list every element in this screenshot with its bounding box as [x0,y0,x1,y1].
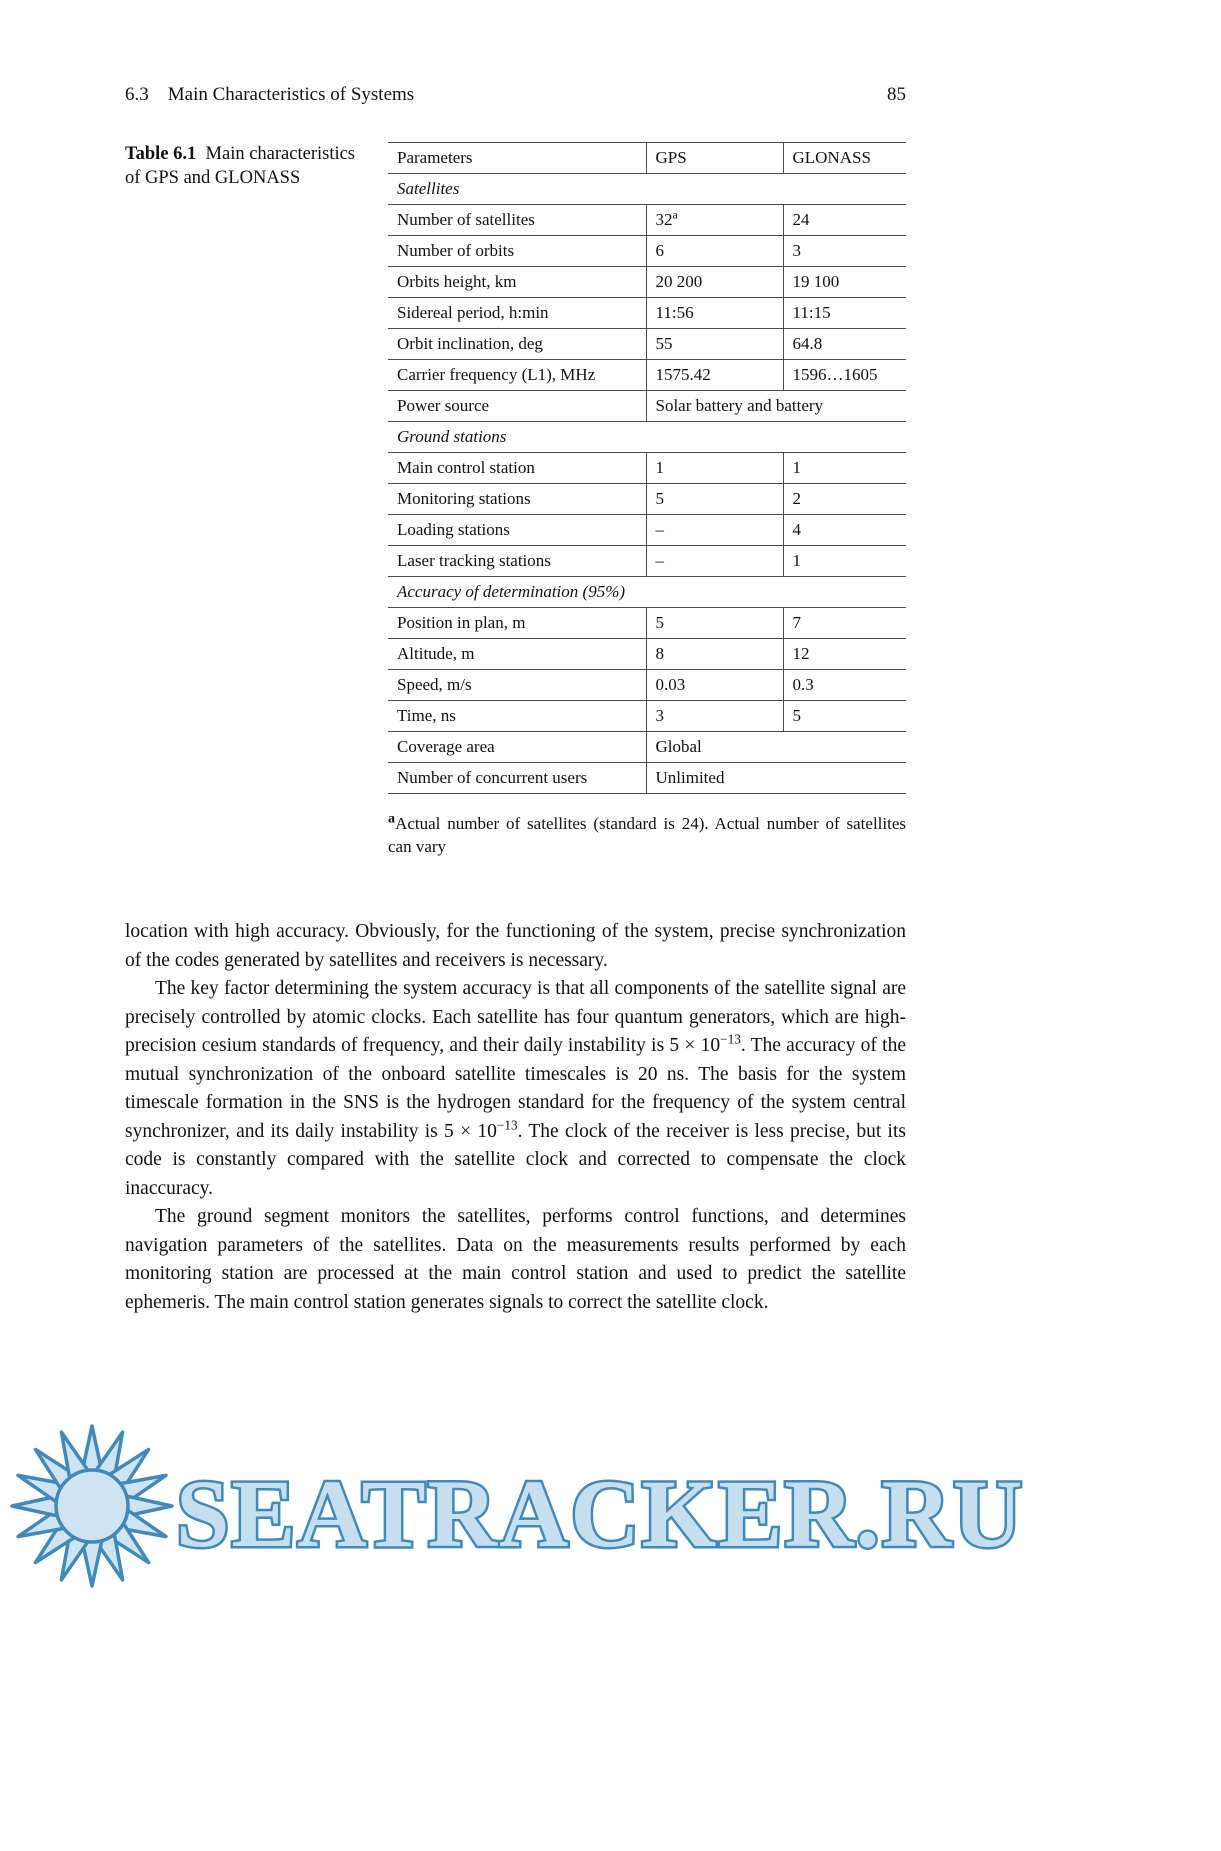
body-paragraph: The key factor determining the system accuracy is that all components of the satellite signal are precisely controlled by atomic clocks. Each satellite has four quantum generators, which are high-precision cesium standards of frequency, and their daily instability is $5 \times 10^{-13}$. The accuracy of the mutual synchronization of the onboard satellite timescales is 20 ns. The basis for the system timescale formation in the SNS is the hydrogen standard for the frequency of the system central synchronizer, and its daily instability is $5 \times 10^{-13}$. The clock of the receiver is less precise, but its code is constantly compared with the satellite clock and corrected to compensate the clock inaccuracy. [125,978,906,1199]
param-cell: Carrier frequency (L1), MHz [388,360,646,391]
running-head: 6.3 Main Characteristics of Systems [125,84,415,105]
table-row [388,267,906,298]
table-row [388,360,906,391]
column-header-parameters: Parameters [388,143,646,174]
section-label: Satellites [388,174,906,205]
glonass-cell: 1596…1605 [783,360,906,391]
value-cell: Solar battery and battery [646,391,906,422]
table-row [388,484,906,515]
section-label: Accuracy of determination (95%) [388,577,906,608]
param-cell: Coverage area [388,732,646,763]
gps-cell: 55 [646,329,783,360]
param-cell: Main control station [388,453,646,484]
param-cell: Laser tracking stations [388,546,646,577]
gps-cell: – [646,546,783,577]
param-cell: Number of concurrent users [388,763,646,794]
watermark-text: SEATRACKER.RU [176,1460,1025,1567]
table-row [388,670,906,701]
glonass-cell: 1 [783,453,906,484]
param-cell: Position in plan, m [388,608,646,639]
gps-cell: 5 [646,484,783,515]
param-cell: Number of satellites [388,205,646,236]
gps-cell: 1 [646,453,783,484]
table-row [388,298,906,329]
body-paragraph: The ground segment monitors the satellites, performs control functions, and determines navigation parameters of the satellites. Data on the measurements results performed by each monitoring station are processed at the main control station and used to predict the satellite ephemeris. The main control station generates signals to correct the satellite clock. [125,1206,906,1313]
param-cell: Time, ns [388,701,646,732]
table-row [388,236,906,267]
table-row [388,329,906,360]
glonass-cell: 7 [783,608,906,639]
table-row [388,701,906,732]
param-cell: Loading stations [388,515,646,546]
body-text [125,918,906,1317]
glonass-cell: 2 [783,484,906,515]
gps-cell: 6 [646,236,783,267]
gps-cell: – [646,515,783,546]
param-cell: Orbit inclination, deg [388,329,646,360]
glonass-cell: 19 100 [783,267,906,298]
glonass-cell: 1 [783,546,906,577]
glonass-cell: 12 [783,639,906,670]
section-label: Ground stations [388,422,906,453]
param-cell: Number of orbits [388,236,646,267]
glonass-cell: 4 [783,515,906,546]
value-cell: Unlimited [646,763,906,794]
glonass-cell: 5 [783,701,906,732]
param-cell: Monitoring stations [388,484,646,515]
gps-cell: 0.03 [646,670,783,701]
table-row [388,453,906,484]
gps-cell: 8 [646,639,783,670]
table-caption [125,142,363,191]
glonass-cell: 24 [783,205,906,236]
gps-cell: 32$^a$ [646,205,783,236]
table-caption-text: Main characteristics of GPS and GLONASS [125,144,356,189]
gps-cell: 20 200 [646,267,783,298]
table-header-row [388,143,906,174]
glonass-cell: 0.3 [783,670,906,701]
table-section-row [388,577,906,608]
footnote-marker: a [388,810,396,827]
table-caption-label: Table 6.1 [125,144,197,164]
param-cell: Power source [388,391,646,422]
gps-cell: 11:56 [646,298,783,329]
table-footnote [388,812,906,859]
table-row [388,763,906,794]
gps-cell: 5 [646,608,783,639]
table-row [388,205,906,236]
footnote-text: Actual number of satellites (standard is 24). Actual number of satellites can vary [388,814,906,857]
table-row [388,391,906,422]
param-cell: Orbits height, km [388,267,646,298]
gps-cell: 1575.42 [646,360,783,391]
table-row [388,546,906,577]
body-paragraph: location with high accuracy. Obviously, for the functioning of the system, precise synchronization of the codes generated by satellites and receivers is necessary. [125,921,906,971]
param-cell: Speed, m/s [388,670,646,701]
column-header-glonass: GLONASS [783,143,906,174]
param-cell: Sidereal period, h:min [388,298,646,329]
page-header [125,84,906,106]
glonass-cell: 64.8 [783,329,906,360]
gps-cell: 3 [646,701,783,732]
table-row [388,639,906,670]
value-cell: Global [646,732,906,763]
page-number: 85 [887,84,906,105]
table-row [388,608,906,639]
glonass-cell: 3 [783,236,906,267]
table-row [388,515,906,546]
table-section-row [388,174,906,205]
column-header-gps: GPS [646,143,783,174]
watermark [0,1408,1221,1603]
table-row [388,732,906,763]
sun-icon [8,1422,176,1590]
param-cell: Altitude, m [388,639,646,670]
table-section-row [388,422,906,453]
comparison-table [388,142,906,794]
glonass-cell: 11:15 [783,298,906,329]
